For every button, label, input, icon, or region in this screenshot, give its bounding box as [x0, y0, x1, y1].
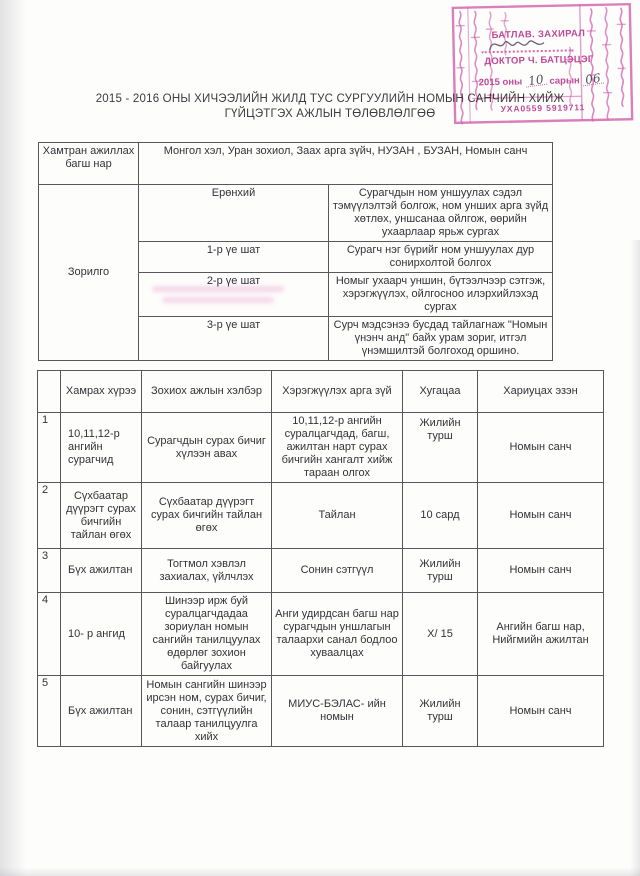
method-cell: МИУС-БЭЛАС- ийн номын [272, 676, 403, 747]
time-cell: Х/ 15 [403, 593, 478, 676]
signature-scribble [487, 37, 545, 54]
row-number-cell: 5 [38, 676, 61, 747]
owner-cell: Номын санч [478, 483, 604, 549]
header-form-cell: Зохиох ажлын хэлбэр [142, 371, 272, 413]
row-number-cell: 1 [38, 413, 61, 483]
scope-cell: Бүх ажилтан [61, 676, 142, 747]
owner-cell: Номын санч [478, 549, 604, 593]
table-row [38, 593, 604, 676]
stage-name-cell: Ерөнхий [139, 185, 329, 242]
form-cell: Сурагчдын сурах бичиг хүлээн авах [142, 413, 272, 483]
stamp-date-month-label: сарын [549, 75, 580, 87]
stage-desc-cell: Номыг ухаарч уншин, бүтээлчээр сэтгэж, хэрэгжүүлэх, ойлгосноо илэрхийлэхэд сургах [329, 273, 553, 317]
row-number-cell: 3 [38, 549, 61, 593]
header-scope-cell: Хамрах хүрээ [61, 371, 142, 413]
stamp-approved-label: БАТЛАВ. ЗАХИРАЛ [491, 28, 586, 42]
scope-cell: 10,11,12-р ангийн сурагчид [61, 413, 142, 483]
form-cell: Сүхбаатар дүүрэгт сурах бичгийн тайлан өгөх [142, 483, 272, 549]
partners-value-cell: Монгол хэл, Уран зохиол, Заах арга зүйч, НУЗАН , БУЗАН, Номын санч [139, 143, 553, 185]
stage-desc-cell: Сурагч нэг бүрийг ном уншуулах дур сонирхолтой болгох [329, 242, 553, 273]
table-row [38, 676, 604, 747]
stamp-serial-number: УХА0559 5919711 [500, 102, 586, 114]
owner-cell: Номын санч [478, 676, 604, 747]
row-number-cell: 2 [38, 483, 61, 549]
table-row [38, 413, 604, 483]
time-cell: Жилийн турш [403, 413, 478, 483]
header-number-cell [38, 371, 61, 413]
form-cell: Тогтмол хэвлэл захиалах, үйлчлэх [142, 549, 272, 593]
stamp-date-year: 2015 оны [478, 76, 523, 89]
method-cell: Анги удирдсан багш нар сурагчдын уншлагын талаархи санал бодлоо хуваалцах [272, 593, 403, 676]
title-line-1: 2015 - 2016 ОНЫ ХИЧЭЭЛИЙН ЖИЛД ТУС СУРГУУЛИЙН НОМЫН САНЧИЙН ХИЙЖ [95, 93, 565, 105]
page-edge-shadow-left [0, 0, 26, 876]
stage-name-cell: 1-р үе шат [139, 242, 329, 273]
table-row [38, 549, 604, 593]
title-line-2: ГҮЙЦЭТГЭХ АЖЛЫН ТӨЛӨВЛӨЛГӨӨ [224, 108, 436, 120]
header-owner-cell: Хариуцах эзэн [478, 371, 604, 413]
form-cell: Шинээр ирж буй суралцагчдадаа зориулан номын сангийн танилцуулах өдөрлөг зохион байгуулах [142, 593, 272, 676]
stage-desc-cell: Сурч мэдсэнээ бусдад тайлагнаж "Номын үнэнч анд" байх урам зориг, итгэл үнэмшилтэй болгоход оршино. [329, 317, 553, 361]
time-cell: 10 сард [403, 483, 478, 549]
time-cell: Жилийн турш [403, 549, 478, 593]
activity-plan-table [37, 370, 604, 747]
method-cell: Тайлан [272, 483, 403, 549]
stamp-date-line [462, 70, 620, 89]
goal-label-cell: Зорилго [39, 185, 139, 361]
owner-cell: Ангийн багш нар, Нийгмийн ажилтан [478, 593, 604, 676]
table-header-row [38, 371, 604, 413]
scope-cell: 10- р ангид [61, 593, 142, 676]
stamp-approver-name: ДОКТОР Ч. БАТЦЭЦЭГ [484, 53, 594, 68]
handwritten-month: 10 [524, 74, 547, 88]
goals-table [38, 142, 553, 361]
table-row [39, 185, 553, 242]
page-edge-shadow-bottom [0, 867, 640, 876]
stage-name-cell: 3-р үе шат [139, 317, 329, 361]
row-number-cell: 4 [38, 593, 61, 676]
header-method-cell: Хэрэгжүүлэх арга зүй [272, 371, 403, 413]
table-row [38, 483, 604, 549]
page-edge-shadow-right [630, 240, 640, 876]
stage-name-cell: 2-р үе шат [139, 273, 329, 317]
form-cell: Номын сангийн шинээр ирсэн ном, сурах бичиг, сонин, сэтгүүлийн талаар танилцуулга хийх [142, 676, 272, 747]
stage-desc-cell: Сурагчдын ном уншуулах сэдэл тэмүүлэлтэй болгож, ном унших арга зүйд хөтлөх, уншсанаа ойлгож, өөрийн ухаарлаар ярьж сургах [329, 185, 553, 242]
scope-cell: Сүхбаатар дүүрэгт сурах бичгийн тайлан өгөх [61, 483, 142, 549]
header-time-cell: Хугацаа [403, 371, 478, 413]
method-cell: 10,11,12-р ангийн суралцагчдад, багш, ажилтан нарт сурах бичгийн хангалт хийж тараан олгох [272, 413, 403, 483]
handwritten-day: 06 [582, 72, 605, 86]
owner-cell: Номын санч [478, 413, 604, 483]
time-cell: Жилийн турш [403, 676, 478, 747]
document-title [50, 92, 610, 122]
partners-label-cell: Хамтран ажиллах багш нар [39, 143, 139, 185]
signature-dotted-line [482, 49, 574, 53]
scope-cell: Бүх ажилтан [61, 549, 142, 593]
method-cell: Сонин сэтгүүл [272, 549, 403, 593]
table-row [39, 143, 553, 185]
